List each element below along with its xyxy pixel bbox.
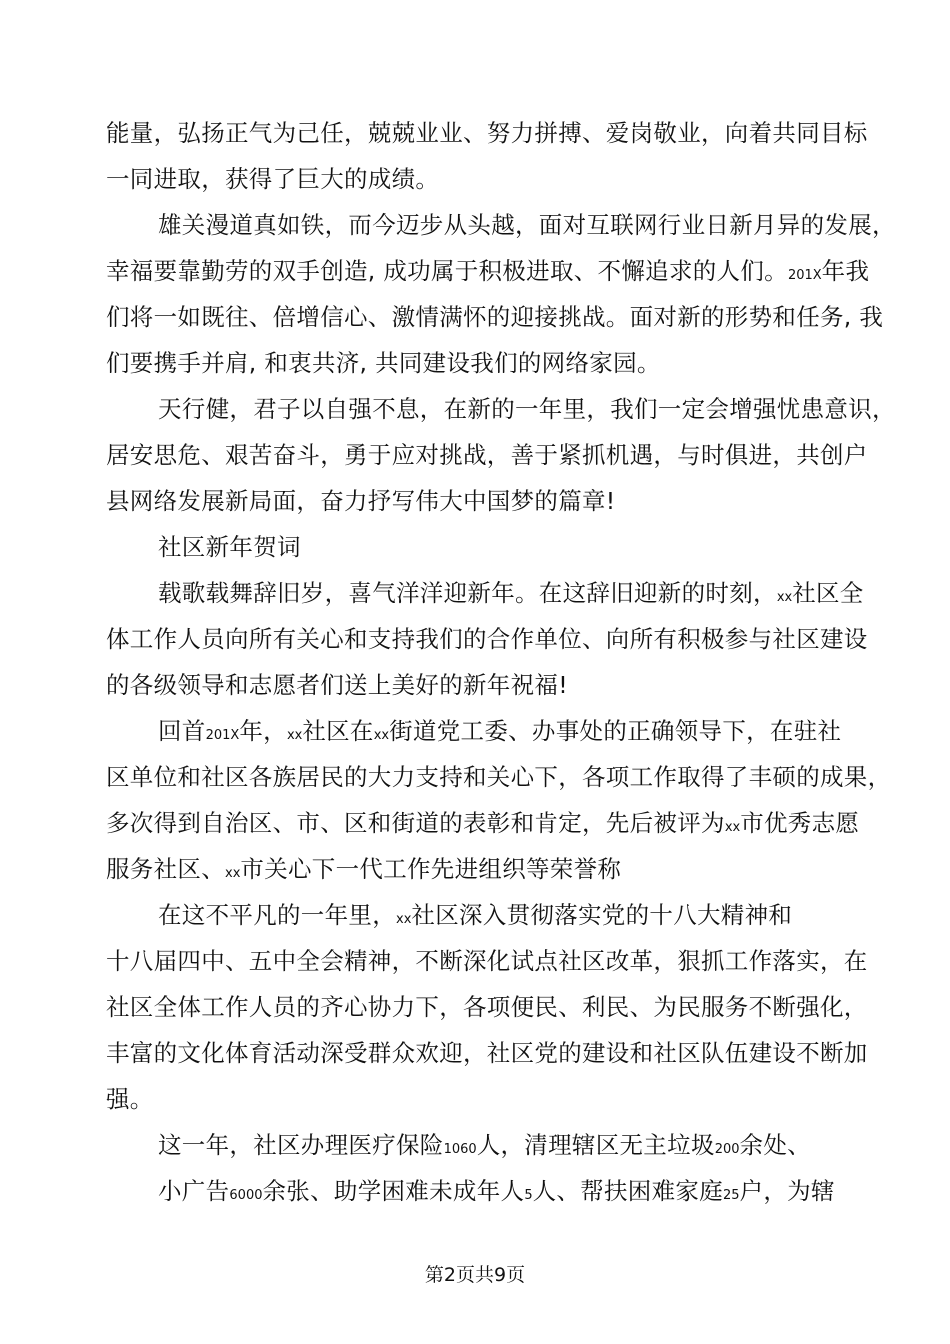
text-line: 们将一如既往、倍增信心、激情满怀的迎接挑战。面对新的形势和任务, 我 bbox=[106, 303, 884, 331]
text-line: 这一年，社区办理医疗保险1060人，清理辖区无主垃圾200余处、 bbox=[158, 1131, 811, 1159]
section-heading: 社区新年贺词 bbox=[158, 533, 301, 561]
text-line: 县网络发展新局面，奋力抒写伟大中国梦的篇章! bbox=[106, 487, 616, 515]
text-line: 载歌载舞辞旧岁，喜气洋洋迎新年。在这辞旧迎新的时刻，xx社区全 bbox=[158, 579, 864, 607]
page-footer: 第2页共9页 bbox=[424, 1264, 526, 1286]
text-line: 在这不平凡的一年里，xx社区深入贯彻落实党的十八大精神和 bbox=[158, 901, 793, 929]
text-line: 能量，弘扬正气为己任，兢兢业业、努力拼搏、爱岗敬业，向着共同目标 bbox=[106, 119, 868, 147]
text-line: 居安思危、艰苦奋斗，勇于应对挑战，善于紧抓机遇，与时俱进，共创户 bbox=[106, 441, 868, 469]
text-line: 小广告6000余张、助学困难未成年人5人、帮扶困难家庭25户，为辖 bbox=[158, 1177, 835, 1205]
text-line: 多次得到自治区、市、区和街道的表彰和肯定，先后被评为xx市优秀志愿 bbox=[106, 809, 860, 837]
text-line: 幸福要靠勤劳的双手创造, 成功属于积极进取、不懈追求的人们。201X年我 bbox=[106, 257, 870, 285]
text-line: 十八届四中、五中全会精神，不断深化试点社区改革，狠抓工作落实，在 bbox=[106, 947, 868, 975]
text-line: 一同进取，获得了巨大的成绩。 bbox=[106, 165, 440, 193]
text-line: 的各级领导和志愿者们送上美好的新年祝福! bbox=[106, 671, 568, 699]
text-line: 服务社区、xx市关心下一代工作先进组织等荣誉称 bbox=[106, 855, 622, 883]
text-line: 体工作人员向所有关心和支持我们的合作单位、向所有积极参与社区建设 bbox=[106, 625, 868, 653]
text-line: 社区全体工作人员的齐心协力下，各项便民、利民、为民服务不断强化， bbox=[106, 993, 868, 1021]
text-line: 区单位和社区各族居民的大力支持和关心下，各项工作取得了丰硕的成果， bbox=[106, 763, 892, 791]
text-line: 天行健，君子以自强不息，在新的一年里，我们一定会增强忧患意识， bbox=[158, 395, 896, 423]
text-line: 丰富的文化体育活动深受群众欢迎，社区党的建设和社区队伍建设不断加 bbox=[106, 1039, 868, 1067]
text-line: 雄关漫道真如铁，而今迈步从头越，面对互联网行业日新月异的发展， bbox=[158, 211, 896, 239]
text-line: 回首201X年，xx社区在xx街道党工委、办事处的正确领导下，在驻社 bbox=[158, 717, 842, 745]
text-line: 强。 bbox=[106, 1085, 154, 1113]
text-line: 们要携手并肩, 和衷共济, 共同建设我们的网络家园。 bbox=[106, 349, 661, 377]
